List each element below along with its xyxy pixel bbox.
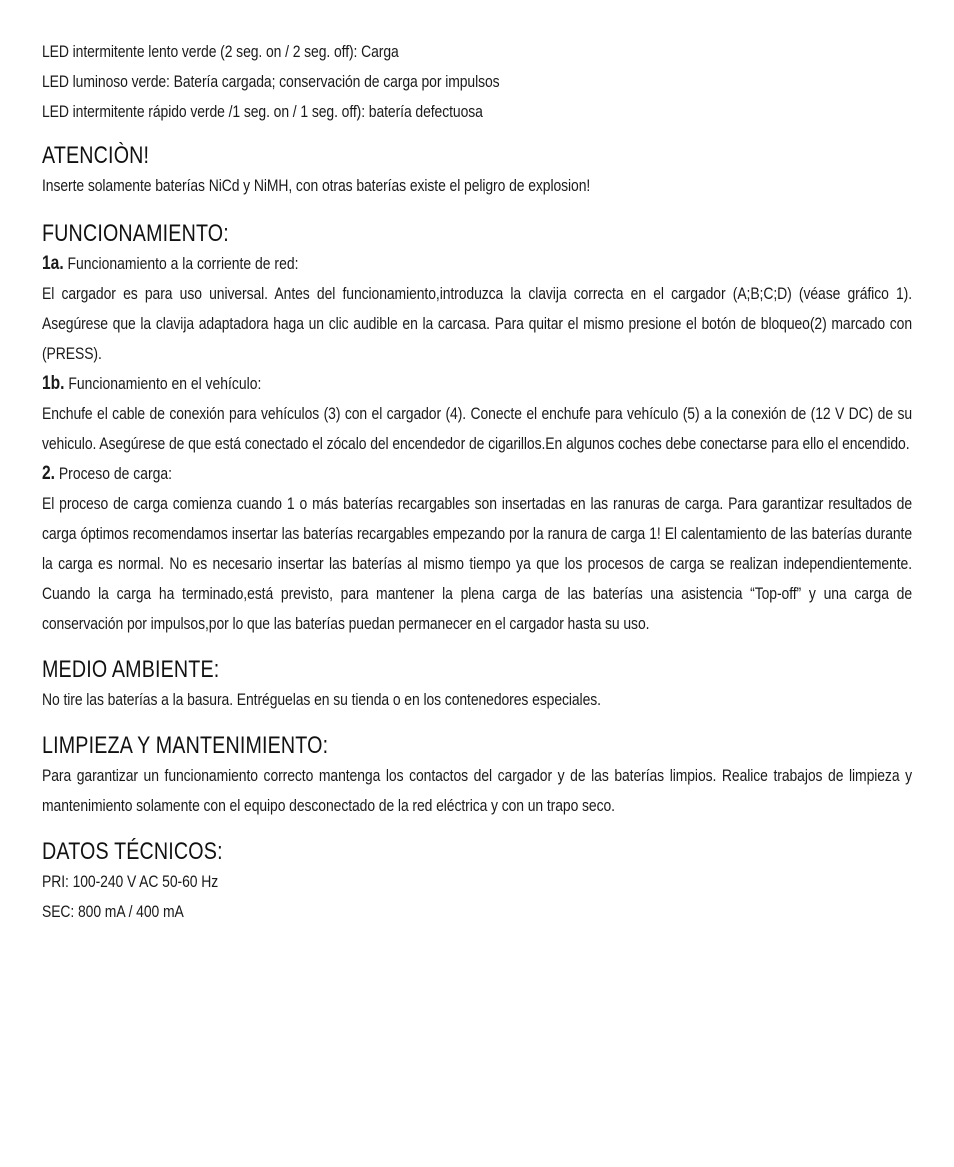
step-label: Funcionamiento a la corriente de red: bbox=[63, 254, 299, 273]
step-text: El cargador es para uso universal. Antes del funcionamiento,introduzca la clavija correcta en el cargador (A;B;C;D) (véase gráfico 1). Asegúrese que la clavija adaptadora haga un clic audible en la carcasa. Para quitar el mismo presione el botón de bloqueo(2) marcado con (PRESS). bbox=[42, 284, 913, 363]
step-text: Enchufe el cable de conexión para vehículos (3) con el cargador (4). Conecte el enchufe para vehículo (5) a la conexión de (12 V DC) de su vehiculo. Asegúrese de que está conectado el zócalo del encendedor de cigarillos.En algunos coches debe conectarse para ello el encendido. bbox=[42, 404, 913, 453]
manual-page bbox=[42, 37, 912, 927]
step-number: 2. bbox=[42, 463, 56, 484]
step-number: 1a. bbox=[42, 253, 64, 274]
section-heading: FUNCIONAMIENTO: bbox=[42, 220, 229, 247]
step-number: 1b. bbox=[42, 373, 65, 394]
section-text: Para garantizar un funcionamiento correcto mantenga los contactos del cargador y de las baterías limpios. Realice trabajos de limpieza y mantenimiento solamente con el equipo desconectado de la red eléctrica y con un trapo seco. bbox=[42, 766, 913, 815]
led-status-line: LED intermitente lento verde (2 seg. on / 2 seg. off): Carga bbox=[42, 42, 399, 61]
funcionamiento-section bbox=[42, 219, 912, 639]
atencion-section bbox=[42, 141, 912, 201]
section-text: Inserte solamente baterías NiCd y NiMH, con otras baterías existe el peligro de explosion! bbox=[42, 176, 591, 195]
section-heading: LIMPIEZA Y MANTENIMIENTO: bbox=[42, 732, 329, 759]
spec-line: SEC: 800 mA / 400 mA bbox=[42, 902, 184, 921]
led-status-line: LED intermitente rápido verde /1 seg. on / 1 seg. off): batería defectuosa bbox=[42, 102, 483, 121]
step-label: Funcionamiento en el vehículo: bbox=[64, 374, 262, 393]
led-status-section bbox=[42, 37, 912, 127]
section-heading: MEDIO AMBIENTE: bbox=[42, 656, 220, 683]
section-heading: DATOS TÉCNICOS: bbox=[42, 838, 223, 865]
step-text: El proceso de carga comienza cuando 1 o más baterías recargables son insertadas en las ranuras de carga. Para garantizar resultados de carga óptimos recomendamos insertar las baterías recargables empezando por la ranura de carga 1! El calentamiento de las baterías durante la carga es normal. No es necesario insertar las baterías al mismo tiempo ya que los procesos de carga se realizan independientemente. Cuando la carga ha terminado,está previsto, para mantener la plena carga de las baterías una asistencia “Top-off” y una carga de conservación por impulsos,por lo que las baterías puedan permanecer en el cargador hasta su uso. bbox=[42, 494, 913, 633]
medio-ambiente-section bbox=[42, 655, 912, 715]
spec-line: PRI: 100-240 V AC 50-60 Hz bbox=[42, 872, 219, 891]
step-title bbox=[42, 459, 912, 489]
section-text: No tire las baterías a la basura. Entréguelas en su tienda o en los contenedores especiales. bbox=[42, 690, 601, 709]
step-title bbox=[42, 369, 912, 399]
datos-tecnicos-section bbox=[42, 837, 912, 927]
step-title bbox=[42, 249, 912, 279]
led-status-line: LED luminoso verde: Batería cargada; conservación de carga por impulsos bbox=[42, 72, 500, 91]
section-heading: ATENCIÒN! bbox=[42, 142, 150, 169]
limpieza-section bbox=[42, 731, 912, 821]
step-label: Proceso de carga: bbox=[55, 464, 173, 483]
